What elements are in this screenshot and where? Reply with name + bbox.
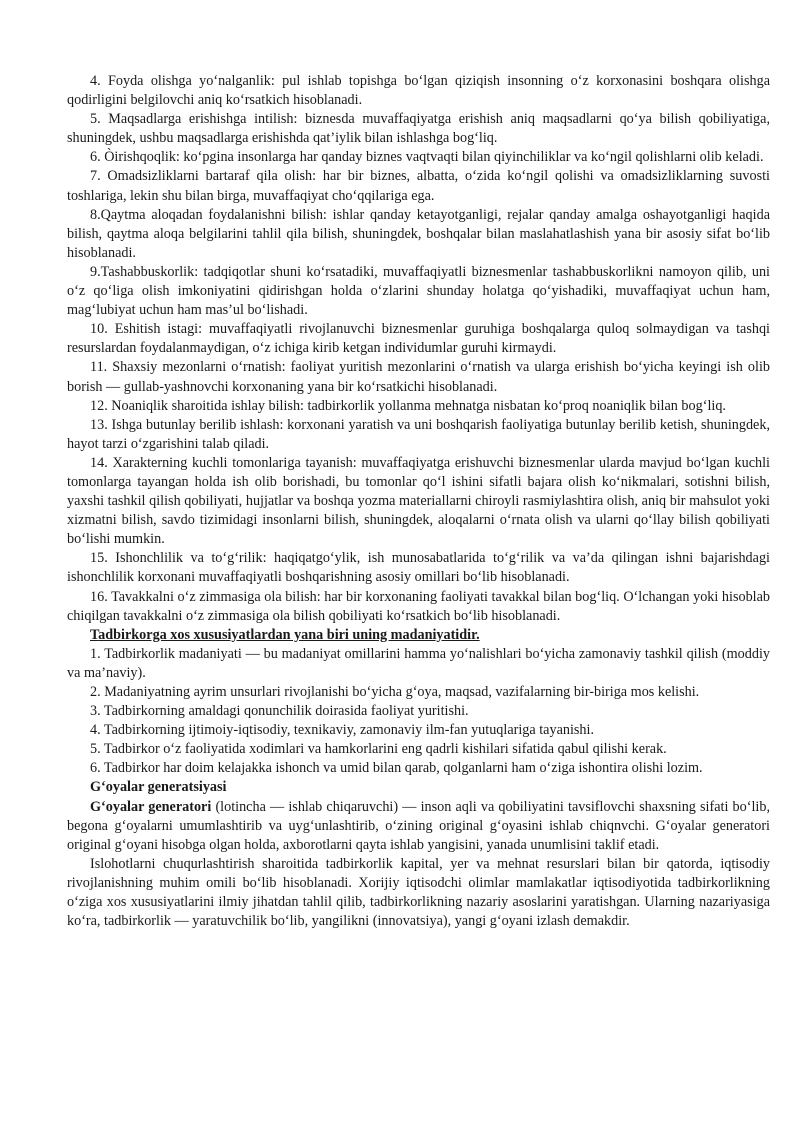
culture-item-6: 6. Tadbirkor har doim kelajakka ishonch va umid bilan qarab, qolganlarni ham o‘ziga ishontira olishi lozim.	[90, 760, 703, 777]
definition-paragraph	[67, 798, 770, 855]
culture-item-5: 5. Tadbirkor o‘z faoliyatida xodimlari va hamkorlarini eng qadrli kishilari sifatida qabul qilishi kerak.	[90, 741, 667, 758]
culture-heading-rest: adbirkorga xos xususiyatlardan yana biri uning madaniyatidir.	[98, 626, 480, 643]
paragraph-item-11: 11. Shaxsiy mezonlarni o‘rnatish: faoliyat yuritish mezonlarini o‘rnatish va ularga erishish bo‘yicha keyingi ish olib borish — gullab-yashnovchi korxonaning yana bir ko‘rsatkichi hisoblanadi.	[67, 359, 770, 395]
paragraph-item-13: 13. Ishga butunlay berilib ishlash: korxonani yaratish va uni boshqarish faoliyatiga butunlay berilib ketish, shuningdek, hayot tarzi o‘zgarishini talab qiladi.	[67, 416, 770, 452]
section-heading: G‘oyalar generatsiyasi	[90, 779, 227, 796]
culture-heading-text	[90, 627, 480, 643]
paragraph-item-8: 8.Qaytma aloqadan foydalanishni bilish: ishlar qanday ketayotganligi, rejalar qanday amalga oshayotganligi haqida bilish, qaytma aloqa belgilarini tahlil qila bilish, shuningdek, boshqalar bilan maslahatlashish yana bir asosiy sifat bo‘lib hisoblanadi.	[67, 206, 770, 261]
paragraph-item-4: 4. Foyda olishga yo‘nalganlik: pul ishlab topishga bo‘lgan qiziqish insonning o‘z korxonasini boshqara olishga qodirligini belgilovchi aniq ko‘rsatkich hisoblanadi.	[67, 73, 770, 109]
paragraph-item-14: 14. Xarakterning kuchli tomonlariga tayanish: muvaffaqiyatga erishuvchi biznesmenlar ularda mavjud bo‘lgan kuchli tomonlarga tayangan holda ish olib borishadi, bu tomonlar qo‘l ishini sifatli bajara olish ko‘nikmalari, sotishni bilish, yaxshi tashkil qilish qobiliyati, hujjatlar va boshqa yozma materiallarni chiroyli rasmiylashtira olish, aniq bir mahsulot yoki xizmatni bilish, savdo tizimidagi insonlarni bilish, shuningdek, aloqalarni o‘rnata olish va ularni qo‘llay bilish qobiliyati bo‘lishi mumkin.	[67, 454, 770, 548]
paragraph-item-12: 12. Noaniqlik sharoitida ishlay bilish: tadbirkorlik yollanma mehnatga nisbatan ko‘proq noaniqlik bilan bog‘liq.	[90, 397, 726, 414]
culture-heading-initial: T	[90, 626, 99, 643]
paragraph-item-10: 10. Eshitish istagi: muvaffaqiyatli rivojlanuvchi biznesmenlar guruhiga boshqalarga quloq solmaydigan va tashqi resurslardan foydalanmaydigan, o‘z ichiga kirib ketgan individumlar guruhi kirmaydi.	[67, 321, 770, 357]
paragraph-item-7: 7. Omadsizliklarni bartaraf qila olish: har bir biznes, albatta, o‘zida ko‘ngil qolishi va omadsizliklarning suvosti toshlariga, lekin shu bilan birga, muvaffaqiyat cho‘qqilariga ega.	[67, 168, 770, 204]
culture-item-2: 2. Madaniyatning ayrim unsurlari rivojlanishi bo‘yicha g‘oya, maqsad, vazifalarning bir-biriga mos kelishi.	[90, 684, 700, 700]
culture-item-3: 3. Tadbirkorning amaldagi qonunchilik doirasida faoliyat yuritishi.	[90, 703, 469, 720]
culture-item-4: 4. Tadbirkorning ijtimoiy-iqtisodiy, texnikaviy, zamonaviy ilm-fan yutuqlariga tayanishi.	[90, 722, 595, 739]
culture-item-1: 1. Tadbirkorlik madaniyati — bu madaniyat omillarini hamma yo‘nalishlari bo‘yicha zamonaviy tashkil qilish (moddiy va ma’naviy).	[67, 645, 770, 681]
closing-paragraph: Islohotlarni chuqurlashtirish sharoitida tadbirkorlik kapital, yer va mehnat resurslari bilan bir qatorda, iqtisodiy rivojlanishning muhim omili bo‘lib hisoblanadi. Xorijiy iqtisodchi olimlar mamlakatlar iqtisodiyotida tadbirkorlikning o‘ziga xos xususiyatlarini ilmiy jihatdan tahlil qilib, tadbirkorlikning nazariy asoslarini yaratishgan. Ularning nazariyasiga ko‘ra, tadbirkorlik — yaratuvchilik bo‘lib, yangilikni (innovatsiya), yangi g‘oyani izlash demakdir.	[67, 855, 770, 930]
paragraph-item-16: 16. Tavakkalni o‘z zimmasiga ola bilish: har bir korxonaning faoliyati tavakkal bilan bog‘liq. O‘lchangan yoki hisoblab chiqilgan tavakkalni o‘z zimmasiga ola bilish qobiliyati ko‘rsatkich bo‘lib hisoblanadi.	[67, 588, 770, 624]
paragraph-item-5: 5. Maqsadlarga erishishga intilish: biznesda muvaffaqiyatga erishish aniq maqsadlarni qo‘ya bilish qobiliyatiga, shuningdek, ushbu maqsadlarga erishishda qat’iylik bilan ishlashga bog‘liq.	[67, 111, 770, 147]
paragraph-item-15: 15. Ishonchlilik va to‘g‘rilik: haqiqatgo‘ylik, ish munosabatlarida to‘g‘rilik va va’da qilingan ishni bajarishdagi ishonchlilik korxonani muvaffaqiyatli boshqarishning asosiy omillari bo‘lib hisoblanadi.	[67, 550, 770, 586]
paragraph-item-6: 6. Òirishqoqlik: ko‘pgina insonlarga har qanday biznes vaqtvaqti bilan qiyinchiliklar va ko‘ngil qolishlarni olib keladi.	[90, 149, 764, 166]
definition-term: G‘oyalar generatori	[90, 798, 212, 815]
definition-text: (lotincha — ishlab chiqaruvchi) — inson aqli va qobiliyatini tavsiflovchi shaxsning sifati bo‘lib, begona g‘oyalarni umumlashtirib va uyg‘unlashtirib, o‘zining original g‘oyasini ishlab chiqnvchi. G‘oyalar generatori original g‘oyani hisobga olgan holda, axborotlarni qayta ishlab yangisini, yanada unumlisini taklif etadi.	[67, 798, 770, 853]
paragraph-item-9: 9.Tashabbuskorlik: tadqiqotlar shuni ko‘rsatadiki, muvaffaqiyatli biznesmenlar tashabbuskorlikni namoyon qilib, uni o‘z qo‘liga olish imkoniyatini qidirishgan holda o‘zlarini shunday holatga qo‘yishadiki, muvaffaqiyat uchun ham, mag‘lubiyat uchun ham mas’ul bo‘lishadi.	[67, 263, 770, 319]
culture-heading	[67, 626, 770, 645]
